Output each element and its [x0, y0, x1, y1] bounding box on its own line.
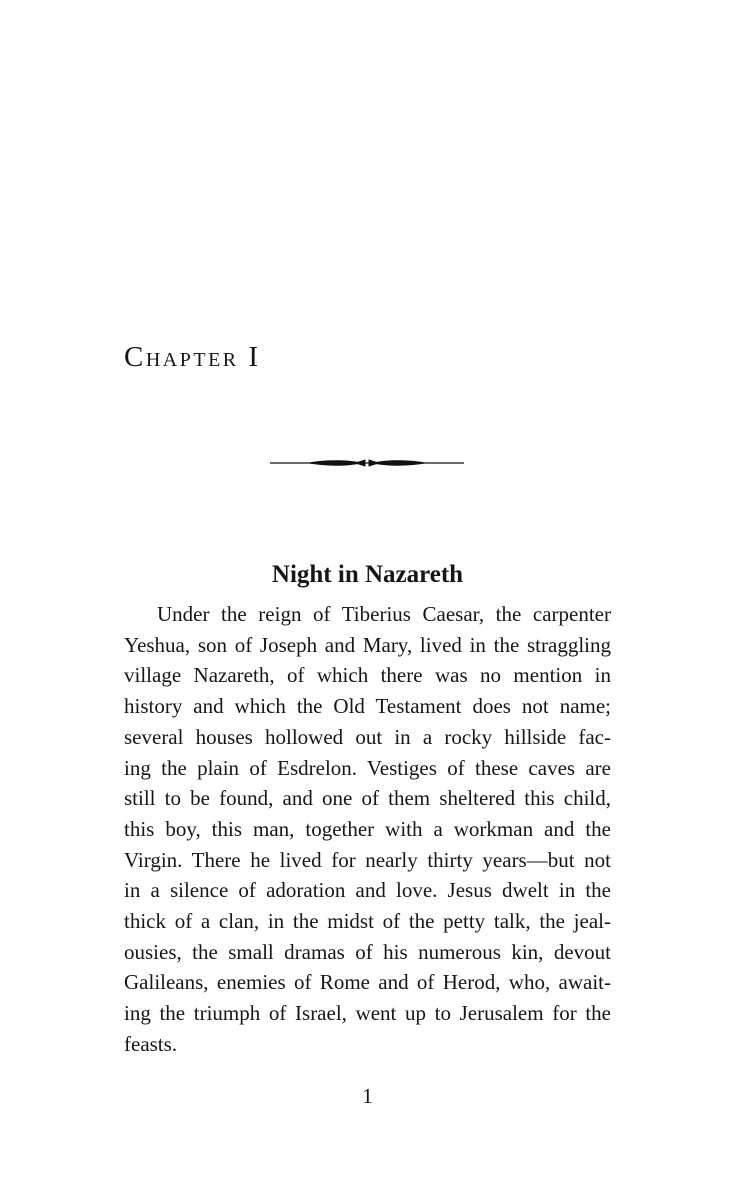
body-line: in a silence of adoration and love. Jesus dwelt in the: [124, 878, 611, 903]
body-line: this boy, this man, together with a workman and the: [124, 816, 611, 841]
body-line: feasts.: [124, 1031, 178, 1056]
body-line: thick of a clan, in the midst of the petty talk, the jeal-: [124, 909, 611, 934]
section-heading: Night in Nazareth: [271, 561, 464, 588]
body-line: Virgin. There he lived for nearly thirty years—but not: [124, 847, 611, 872]
body-line: ing the plain of Esdrelon. Vestiges of these caves are: [124, 755, 611, 780]
chapter-divider-ornament: [270, 456, 464, 470]
body-line: history and which the Old Testament does not name;: [124, 694, 611, 719]
body-line: village Nazareth, of which there was no mention in: [124, 663, 611, 688]
body-line: several houses hollowed out in a rocky hillside fac-: [124, 724, 611, 749]
chapter-heading: Chapter I: [124, 341, 261, 373]
body-line: still to be found, and one of them sheltered this child,: [124, 786, 611, 811]
page-number: 1: [362, 1084, 373, 1108]
body-line: Yeshua, son of Joseph and Mary, lived in the straggling: [124, 632, 611, 657]
body-paragraph: [124, 599, 611, 1060]
body-line: Under the reign of Tiberius Caesar, the carpenter: [157, 602, 611, 626]
body-line: Galileans, enemies of Rome and of Herod, who, await-: [124, 970, 611, 995]
body-line: ousies, the small dramas of his numerous kin, devout: [124, 939, 611, 964]
body-line: ing the triumph of Israel, went up to Jerusalem for the: [124, 1001, 611, 1026]
divider-ornament-icon: [270, 456, 464, 470]
